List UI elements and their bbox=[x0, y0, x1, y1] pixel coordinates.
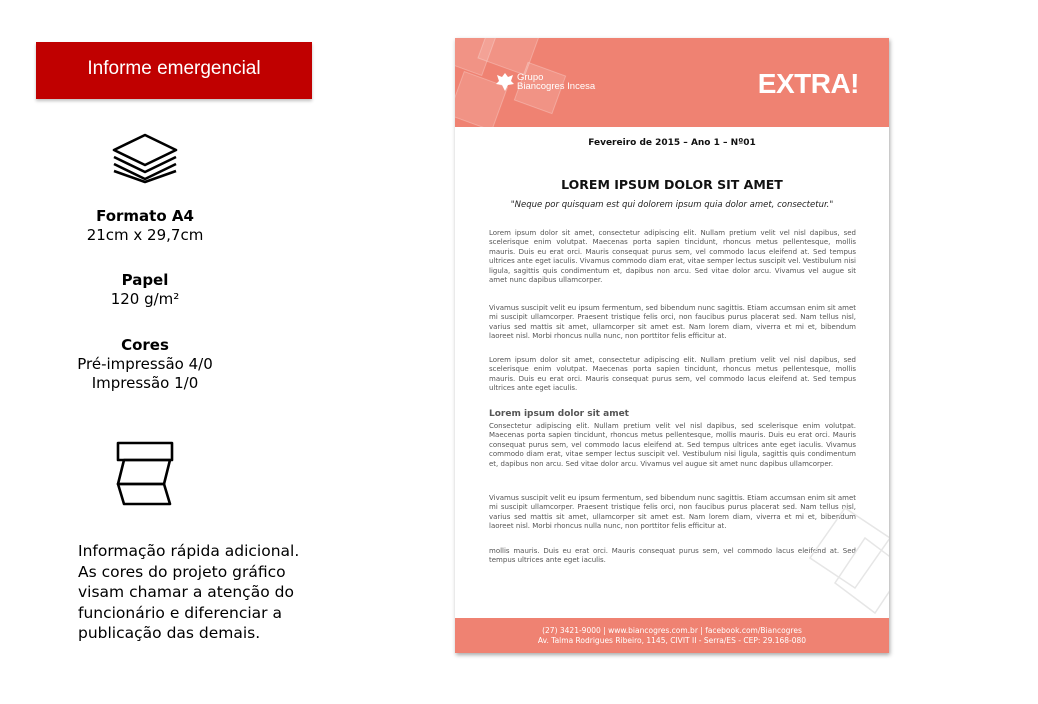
paragraph-4: Consectetur adipiscing elit. Nullam pretium velit vel nisl dapibus, sed scelerisque enim volutpat. Maecenas porta sapien tincidunt, rhoncus metus pellentesque, mollis mauris. Duis eu erat orci. Mauris consequat purus sem, vel commodo lacus eleifend at. Sed tempus ultrices ante eget iaculis. Vivamus commodo diam erat, vitae semper lectus suscipit vel. Vestibulum nisi ligula, sagittis quis condimentum et, dapibus non arcu. Sed vitae dolor arcu. Vivamus vel augue sit amet nunc dapibus ullamcorper. bbox=[489, 422, 856, 468]
article-title: LOREM IPSUM DOLOR SIT AMET bbox=[561, 177, 783, 192]
footer-pattern bbox=[795, 498, 889, 618]
extra-badge: EXTRA! bbox=[757, 68, 859, 99]
newsletter-footer bbox=[455, 618, 889, 653]
paragraph-3: Lorem ipsum dolor sit amet, consectetur adipiscing elit. Nullam pretium velit vel nisl dapibus, sed scelerisque enim volutpat. Maecenas porta sapien tincidunt, rhoncus metus pellentesque, mollis mauris. Duis eu erat orci. Mauris consequat purus sem, vel commodo lacus eleifend at. Sed tempus ultrices ante eget iaculis. bbox=[489, 356, 856, 393]
paper-heading: Papel bbox=[121, 271, 169, 289]
newsletter-preview bbox=[455, 38, 889, 653]
footer-address: Av. Talma Rodrigues Ribeiro, 1145, CIVIT II - Serra/ES - CEP: 29.168-080 bbox=[537, 636, 807, 645]
folded-paper-icon bbox=[112, 438, 176, 510]
paragraph-5: Vivamus suscipit velit eu ipsum fermentum, sed bibendum nunc sagittis. Etiam accumsan enim sit amet mi suscipit ullamcorper. Praesent tristique felis orci, non faucibus purus placerat sed. Nam tellus nisl, varius sed mattis sit amet, ullamcorper sit amet est. Nam lorem diam, viverra et mi et, bibendum laoreet nisl. Morbi rhoncus nulla nunc, non porttitor felis efficitur at. bbox=[489, 494, 856, 531]
issue-date: Fevereiro de 2015 – Ano 1 – Nº01 bbox=[588, 138, 756, 148]
footer-contact: (27) 3421-9000 | www.biancogres.com.br | facebook.com/Biancogres bbox=[542, 626, 802, 635]
company-logo-text: Grupo Biancogres Incesa bbox=[517, 72, 596, 92]
page-title: Informe emergencial bbox=[87, 58, 261, 79]
paragraph-2: Vivamus suscipit velit eu ipsum fermentum, sed bibendum nunc sagittis. Etiam accumsan enim sit amet mi suscipit ullamcorper. Praesent tristique felis orci, non faucibus purus placerat sed. Nam tellus nisl, varius sed mattis sit amet, ullamcorper sit amet est. Nam lorem diam, viverra et mi et, bibendum laoreet nisl. Morbi rhoncus nulla nunc, non porttitor felis efficitur at. bbox=[489, 304, 856, 341]
format-size: 21cm x 29,7cm bbox=[86, 226, 204, 244]
paragraph-1: Lorem ipsum dolor sit amet, consectetur adipiscing elit. Nullam pretium velit vel nisl dapibus, sed scelerisque enim volutpat. Maecenas porta sapien tincidunt, rhoncus metus pellentesque, mollis mauris. Duis eu erat orci. Mauris consequat purus sem, vel commodo lacus eleifend at. Sed tempus ultrices ante eget iaculis. Vivamus commodo diam erat, vitae semper lectus suscipit vel. Vestibulum nisi ligula, sagittis quis condimentum et, dapibus non arcu. Sed vitae dolor arcu. Vivamus vel augue sit amet nunc dapibus ullamcorper. bbox=[489, 229, 856, 285]
format-heading: Formato A4 bbox=[96, 207, 194, 225]
description-text: Informação rápida adicional. As cores do projeto gráfico visam chamar a atenção do funcionário e diferenciar a publicação das demais. bbox=[78, 542, 300, 642]
eagle-logo-icon bbox=[495, 71, 515, 93]
stacked-sheets-icon bbox=[110, 130, 180, 184]
format-spec bbox=[60, 207, 230, 245]
article-subheading: Lorem ipsum dolor sit amet bbox=[489, 409, 629, 419]
colors-spec bbox=[60, 336, 230, 393]
newsletter-header bbox=[455, 38, 889, 127]
paragraph-6: mollis mauris. Duis eu erat orci. Mauris consequat purus sem, vel commodo lacus eleifend at. Sed tempus ultrices ante eget iaculis. bbox=[489, 547, 856, 565]
colors-heading: Cores bbox=[121, 336, 169, 354]
colors-print: Impressão 1/0 bbox=[91, 374, 199, 392]
colors-preprint: Pré-impressão 4/0 bbox=[77, 355, 213, 373]
paper-weight: 120 g/m² bbox=[110, 290, 180, 308]
paper-spec bbox=[60, 271, 230, 309]
article-quote: "Neque por quisquam est qui dolorem ipsum quia dolor amet, consectetur." bbox=[510, 200, 834, 210]
title-banner bbox=[36, 42, 312, 99]
